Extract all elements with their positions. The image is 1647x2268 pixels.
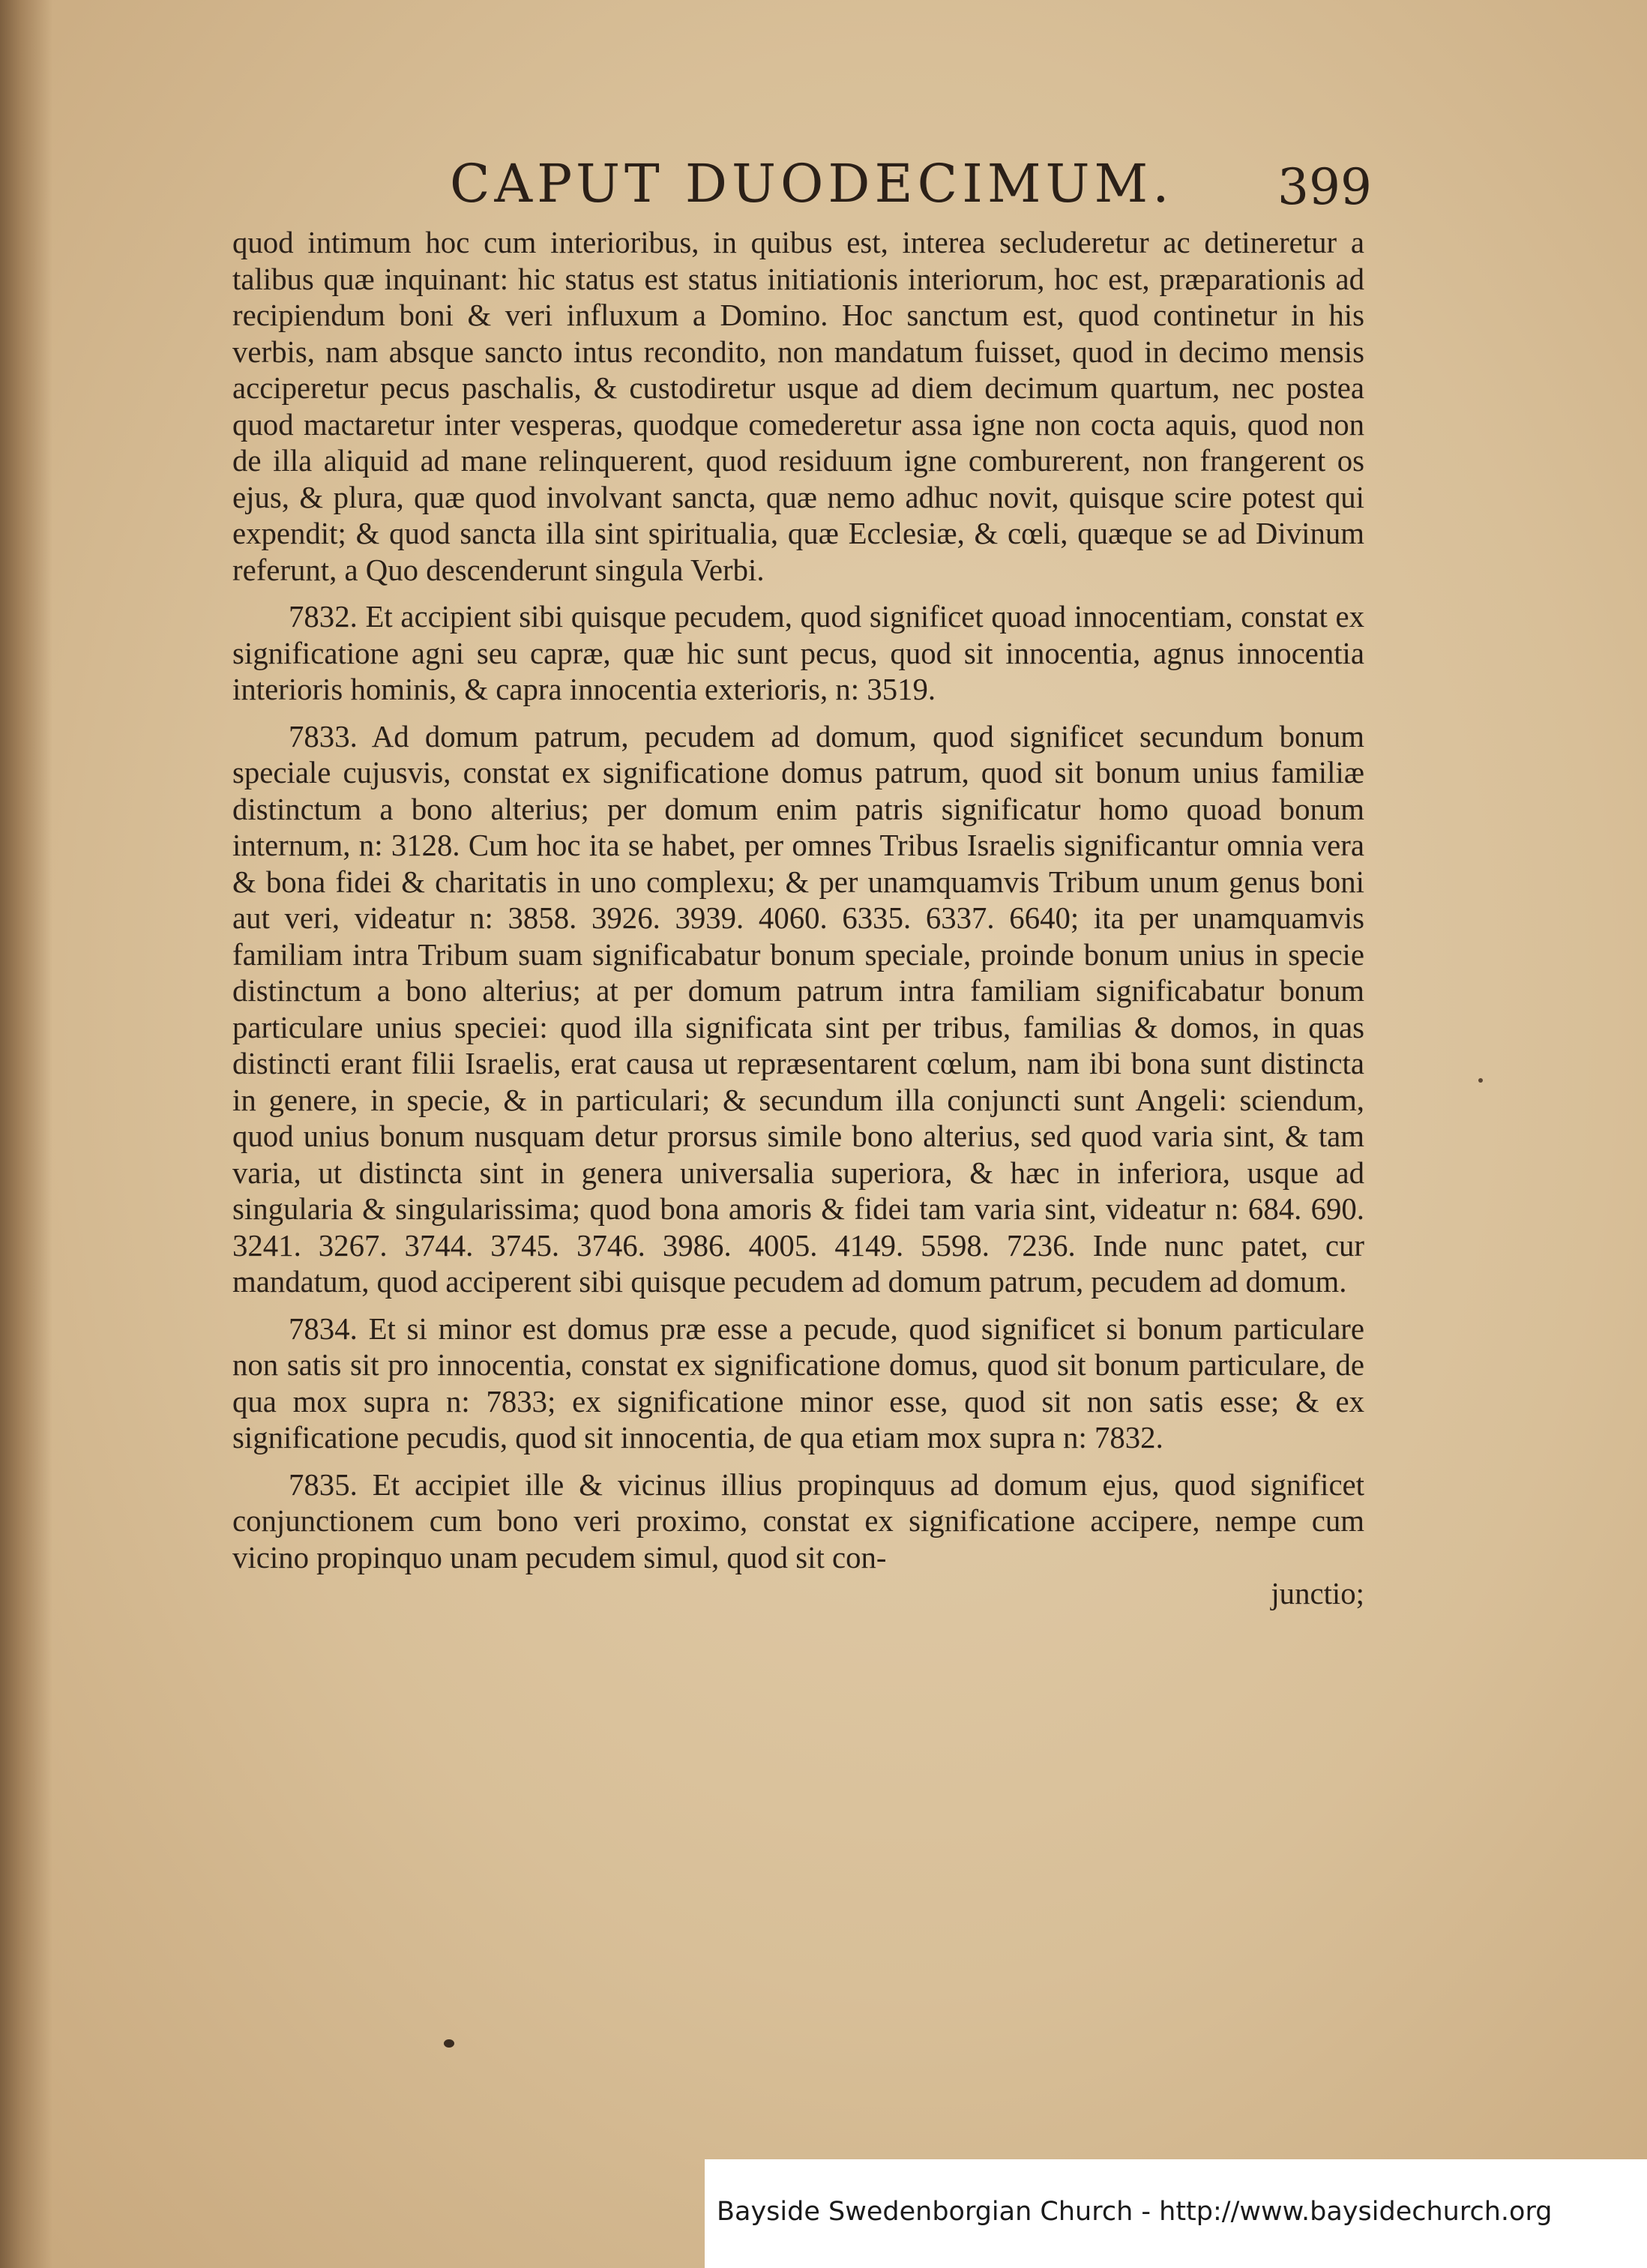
paragraph-7832: 7832. Et accipient sibi quisque pecudem, quod significet quoad innocentiam, constat ex significatione agni seu capræ, quæ hic sunt pecus, quod sit innocentia, agnus innocentia interioris hominis, & capra innocentia exterioris, n: 3519. <box>232 600 1364 706</box>
catchword-line <box>232 1576 1364 1613</box>
running-title: CAPUT DUODECIMUM. <box>450 153 1174 214</box>
paragraph-7835: 7835. Et accipiet ille & vicinus illius propinquus ad domum ejus, quod significet conjunctionem cum bono veri proximo, constat ex significatione accipere, nempe cum vicino propinquo unam pecudem simul, quod sit con- <box>232 1467 1364 1574</box>
page-number: 399 <box>1277 158 1372 216</box>
paragraph-continuation: quod intimum hoc cum interioribus, in quibus est, interea secluderetur ac detineretur a talibus quæ inquinant: hic status est status initiationis interiorum, hoc est, præparationis ad recipiendum boni & veri influxum a Domino. Hoc sanctum est, quod continetur in his verbis, nam absque sancto intus recondito, non mandatum fuisset, quod in decimo mensis acciperetur pecus paschalis, & custodiretur usque ad diem decimum quartum, nec postea quod mactaretur inter vesperas, quodque comederetur assa igne non cocta aquis, quod non de illa aliquid ad mane relinquerent, quod residuum igne comburerent, non frangerent os ejus, & plura, quæ quod involvant sancta, quæ nemo adhuc novit, quisque scire potest qui expendit; & quod sancta illa sint spiritualia, quæ Ecclesiæ, & cœli, quæque se ad Divinum referunt, a Quo descenderunt singula Verbi. <box>232 226 1364 587</box>
catchword: junctio; <box>1271 1577 1364 1610</box>
ink-smudge <box>444 2039 454 2048</box>
page-gutter-shadow <box>0 0 52 2268</box>
body-text <box>232 225 1364 1613</box>
paper-speck <box>1478 1078 1483 1083</box>
paragraph-7834: 7834. Et si minor est domus præ esse a pecude, quod significet si bonum particulare non satis sit pro innocentia, constat ex significatione domus, quod sit bonum particulare, de qua mox supra n: 7833; ex significatione minor esse, quod sit non satis esse; & ex significatione pecudis, quod sit innocentia, de qua etiam mox supra n: 7832. <box>232 1311 1364 1455</box>
page-header <box>225 142 1372 225</box>
footer-banner <box>705 2159 1647 2268</box>
footer-credit: Bayside Swedenborgian Church - http://www.baysidechurch.org <box>717 2197 1553 2227</box>
paragraph-7833: 7833. Ad domum patrum, pecudem ad domum, quod significet secundum bonum speciale cujusvis, constat ex significatione domus patrum, quod sit bonum unius familiæ distinctum a bono alterius; per domum enim patris significatur homo quoad bonum internum, n: 3128. Cum hoc ita se habet, per omnes Tribus Israelis significantur omnia vera & bona fidei & charitatis in uno complexu; & per unamquamvis Tribum unum genus boni aut veri, videatur n: 3858. 3926. 3939. 4060. 6335. 6337. 6640; ita per unamquamvis familiam intra Tribum suam significabatur bonum speciale, proinde bonum unius in specie distinctum a bono alterius; at per domum patrum intra familiam significabatur bonum particulare unius speciei: quod illa significata sint per tribus, familias & domos, in quas distincti erant filii Israelis, erat causa ut repræsentarent cœlum, nam ibi bona sunt distincta in genere, in specie, & in particulari; & secundum illa conjuncti sunt Angeli: sciendum, quod unius bonum nusquam detur prorsus simile bono alterius, sed quod varia sint, & tam varia, ut distincta sint in genera universalia superiora, & hæc in inferiora, usque ad singularia & singularissima; quod bona amoris & fidei tam varia sint, videatur n: 684. 690. 3241. 3267. 3744. 3745. 3746. 3986. 4005. 4149. 5598. 7236. Inde nunc patet, cur mandatum, quod acciperent sibi quisque pecudem ad domum patrum, pecudem ad domum. <box>232 719 1364 1299</box>
